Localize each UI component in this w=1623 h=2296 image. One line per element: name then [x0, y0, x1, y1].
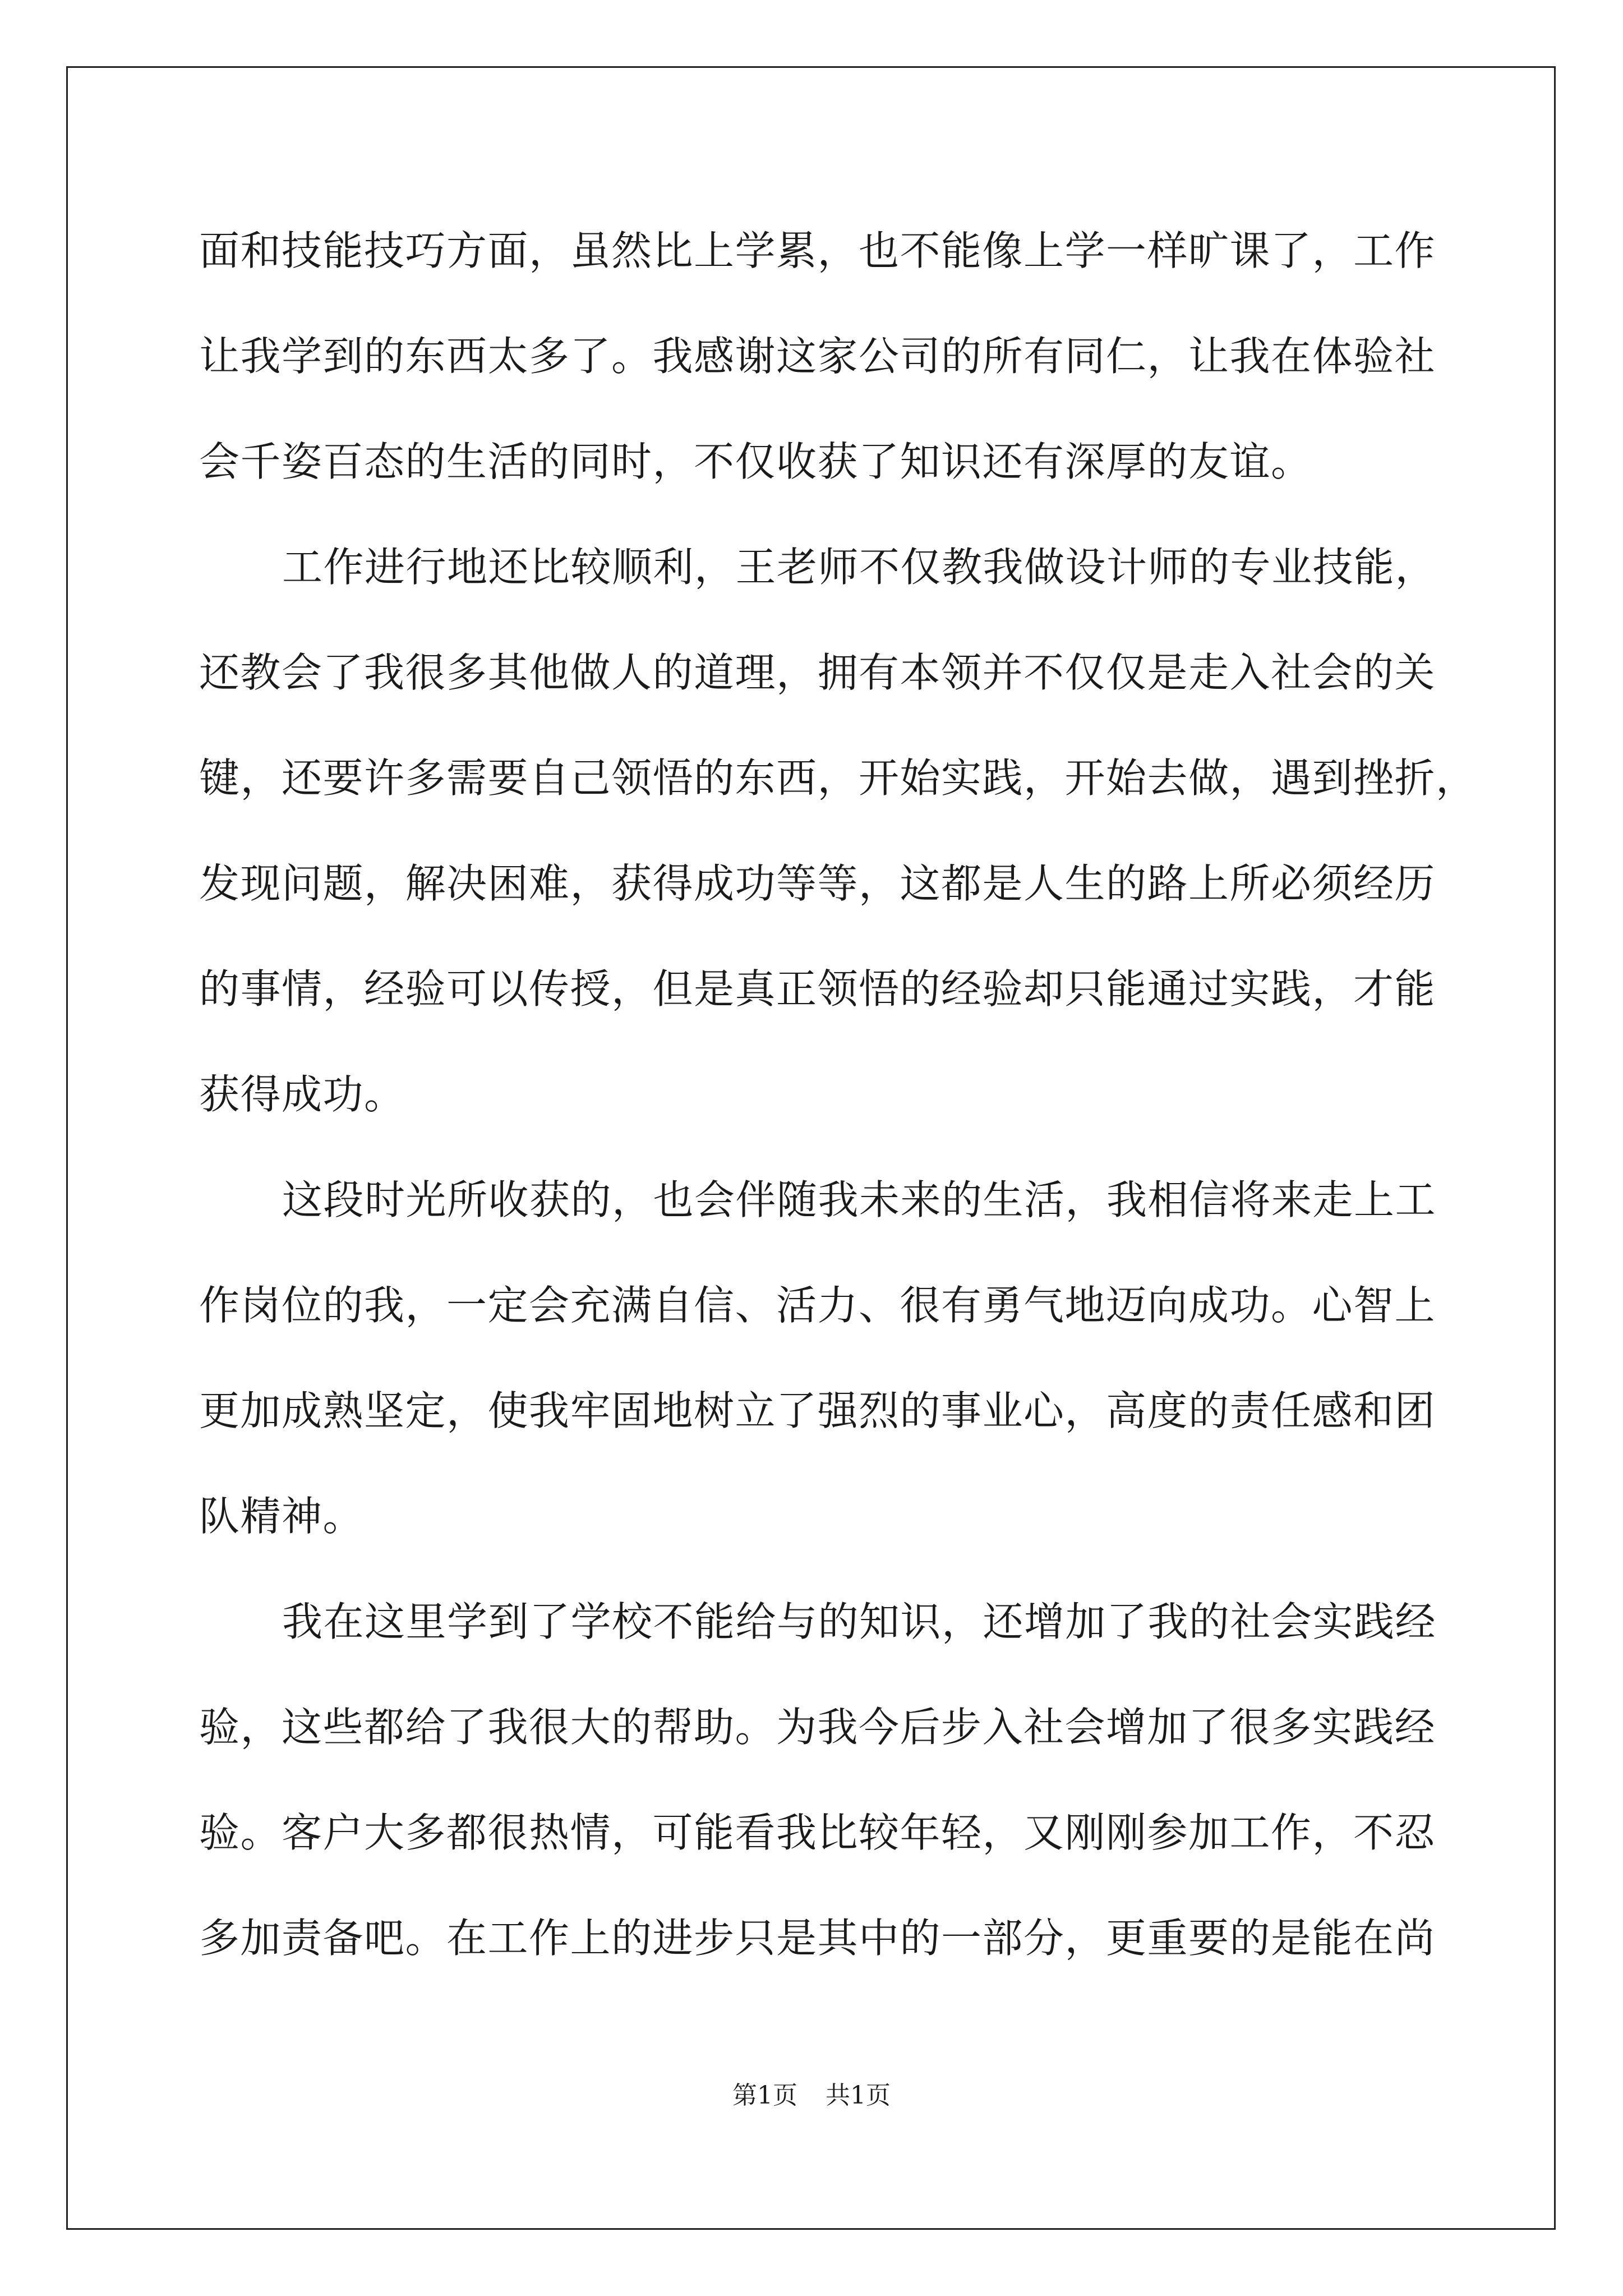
text-line: 获得成功。: [199, 1071, 405, 1118]
text-line: 键，还要许多需要自己领悟的东西，开始实践，开始去做，遇到挫折，: [199, 754, 1477, 802]
text-line: 作岗位的我，一定会充满自信、活力、很有勇气地迈向成功。心智上: [199, 1282, 1436, 1329]
page-number: 第1页: [732, 2081, 797, 2110]
text-line: 面和技能技巧方面，虽然比上学累，也不能像上学一样旷课了，工作: [199, 227, 1436, 274]
text-line: 多加责备吧。在工作上的进步只是其中的一部分，更重要的是能在尚: [199, 1915, 1436, 1962]
text-line: 让我学到的东西太多了。我感谢这家公司的所有同仁，让我在体验社: [199, 333, 1436, 380]
text-line: 这段时光所收获的，也会伴随我未来的生活，我相信将来走上工: [282, 1176, 1437, 1223]
text-line: 发现问题，解决困难，获得成功等等，这都是人生的路上所必须经历: [199, 860, 1436, 907]
text-line: 验，这些都给了我很大的帮助。为我今后步入社会增加了很多实践经: [199, 1704, 1436, 1751]
text-line: 我在这里学到了学校不能给与的知识，还增加了我的社会实践经: [282, 1598, 1437, 1645]
text-line: 会千姿百态的生活的同时，不仅收获了知识还有深厚的友谊。: [199, 438, 1312, 485]
text-line: 更加成熟坚定，使我牢固地树立了强烈的事业心，高度的责任感和团: [199, 1387, 1436, 1434]
page-total: 共1页: [826, 2081, 891, 2110]
text-line: 队精神。: [199, 1493, 365, 1540]
page-border: [66, 66, 1556, 2230]
text-line: 工作进行地还比较顺利，王老师不仅教我做设计师的专业技能，: [282, 544, 1437, 591]
text-line: 还教会了我很多其他做人的道理，拥有本领并不仅仅是走入社会的关: [199, 649, 1436, 696]
text-line: 验。客户大多都很热情，可能看我比较年轻，又刚刚参加工作，不忍: [199, 1809, 1436, 1856]
page-footer: [0, 2080, 1623, 2111]
text-line: 的事情，经验可以传授，但是真正领悟的经验却只能通过实践，才能: [199, 965, 1436, 1013]
